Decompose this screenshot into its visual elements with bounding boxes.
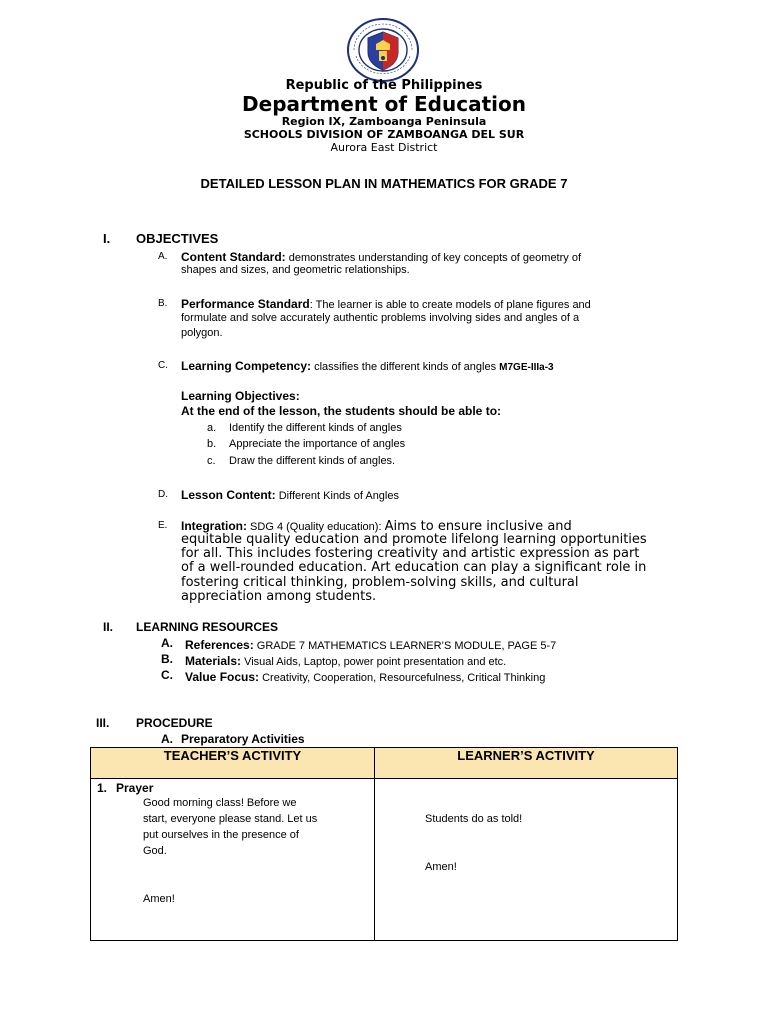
section-heading-procedure: PROCEDURE — [136, 716, 213, 730]
integration-text-cont: equitable quality education and promote lifelong learning opportunities — [181, 532, 647, 547]
integration-text-cont: fostering critical thinking, problem-solving skills, and cultural — [181, 575, 579, 590]
lesson-content — [181, 486, 399, 504]
resource-text: Creativity, Cooperation, Resourcefulness, Critical Thinking — [259, 672, 546, 684]
integration-sdg: SDG 4 (Quality education): — [247, 521, 385, 533]
resource-label: Value Focus: — [185, 670, 260, 684]
department-title: Department of Education — [242, 92, 526, 116]
content-standard-label: Content Standard: — [181, 250, 286, 264]
teacher-activity-header: TEACHER’S ACTIVITY — [91, 748, 375, 779]
learning-competency-label: Learning Competency: — [181, 359, 312, 373]
objective-letter: b. — [207, 438, 217, 450]
deped-seal-icon — [346, 18, 420, 82]
learning-objectives-label: Learning Objectives: — [181, 389, 300, 403]
activity-table — [90, 747, 678, 941]
objective-item: Draw the different kinds of angles. — [229, 455, 396, 467]
integration-text-cont: for all. This includes fostering creativity and artistic expression as part — [181, 546, 640, 561]
resource-letter: A. — [161, 636, 173, 650]
teacher-text: put ourselves in the presence of — [143, 829, 299, 841]
learner-text: Students do as told! — [425, 813, 523, 825]
integration-label: Integration: — [181, 519, 247, 533]
performance-standard-text: : The learner is able to create models of plane figures and — [309, 299, 591, 311]
activity-table-header — [91, 748, 678, 779]
item-letter: E. — [158, 520, 168, 531]
learning-competency — [181, 357, 554, 375]
learner-text: Amen! — [425, 861, 457, 873]
step-title: Prayer — [116, 781, 154, 795]
section-heading-objectives: OBJECTIVES — [136, 231, 219, 246]
teacher-activity-cell — [91, 779, 375, 941]
integration-text-cont: appreciation among students. — [181, 589, 377, 604]
content-standard-text-cont: shapes and sizes, and geometric relationships. — [181, 264, 410, 276]
teacher-text: God. — [143, 845, 167, 857]
resource-item — [185, 668, 545, 686]
section-numeral-procedure: III. — [96, 716, 110, 730]
resource-text: Visual Aids, Laptop, power point presentation and etc. — [241, 656, 507, 668]
table-row — [91, 779, 678, 941]
resource-letter: B. — [161, 652, 173, 666]
resource-letter: C. — [161, 668, 173, 682]
performance-standard-text-cont: formulate and solve accurately authentic problems involving sides and angles of a — [181, 312, 580, 324]
objective-letter: a. — [207, 422, 217, 434]
item-letter: C. — [158, 360, 168, 371]
learning-objectives-intro: At the end of the lesson, the students should be able to: — [181, 404, 502, 418]
region-line: Region IX, Zamboanga Peninsula — [281, 115, 487, 128]
integration-text: Aims to ensure inclusive and — [384, 519, 572, 534]
resource-label: Materials: — [185, 654, 242, 668]
step-number: 1. — [97, 781, 108, 795]
district-line: Aurora East District — [330, 141, 438, 154]
division-line: SCHOOLS DIVISION OF ZAMBOANGA DEL SUR — [243, 128, 525, 141]
document-title: DETAILED LESSON PLAN IN MATHEMATICS FOR GRADE 7 — [200, 176, 568, 191]
item-letter: A. — [158, 251, 168, 262]
objective-item: Appreciate the importance of angles — [229, 438, 406, 450]
section-numeral-resources: II. — [103, 620, 114, 634]
item-letter: D. — [158, 489, 168, 500]
section-numeral-objectives: I. — [103, 231, 111, 246]
item-letter: B. — [158, 298, 168, 309]
content-standard-text: demonstrates understanding of key concepts of geometry of — [285, 252, 582, 264]
procedure-sub-letter: A. — [161, 732, 173, 746]
teacher-text: start, everyone please stand. Let us — [143, 813, 318, 825]
learner-activity-cell — [375, 779, 678, 941]
competency-code: M7GE-IIIa-3 — [499, 362, 554, 373]
performance-standard — [181, 295, 591, 313]
integration-text-cont: of a well-rounded education. Art education can play a significant role in — [181, 560, 647, 575]
teacher-text: Good morning class! Before we — [143, 797, 297, 809]
learner-activity-header: LEARNER’S ACTIVITY — [375, 748, 678, 779]
teacher-text: Amen! — [143, 893, 175, 905]
learning-competency-text: classifies the different kinds of angles — [311, 361, 500, 373]
performance-standard-label: Performance Standard — [181, 297, 310, 311]
section-heading-resources: LEARNING RESOURCES — [136, 620, 279, 634]
performance-standard-text-cont: polygon. — [181, 327, 223, 339]
republic-line: Republic of the Philippines — [285, 78, 483, 93]
procedure-sub-heading: Preparatory Activities — [181, 732, 305, 746]
resource-label: References: — [185, 638, 254, 652]
objective-letter: c. — [207, 455, 216, 467]
lesson-content-text: Different Kinds of Angles — [275, 490, 399, 502]
objective-item: Identify the different kinds of angles — [229, 422, 402, 434]
resource-text: GRADE 7 MATHEMATICS LEARNER’S MODULE, PAGE 5-7 — [253, 640, 557, 652]
lesson-content-label: Lesson Content: — [181, 488, 276, 502]
